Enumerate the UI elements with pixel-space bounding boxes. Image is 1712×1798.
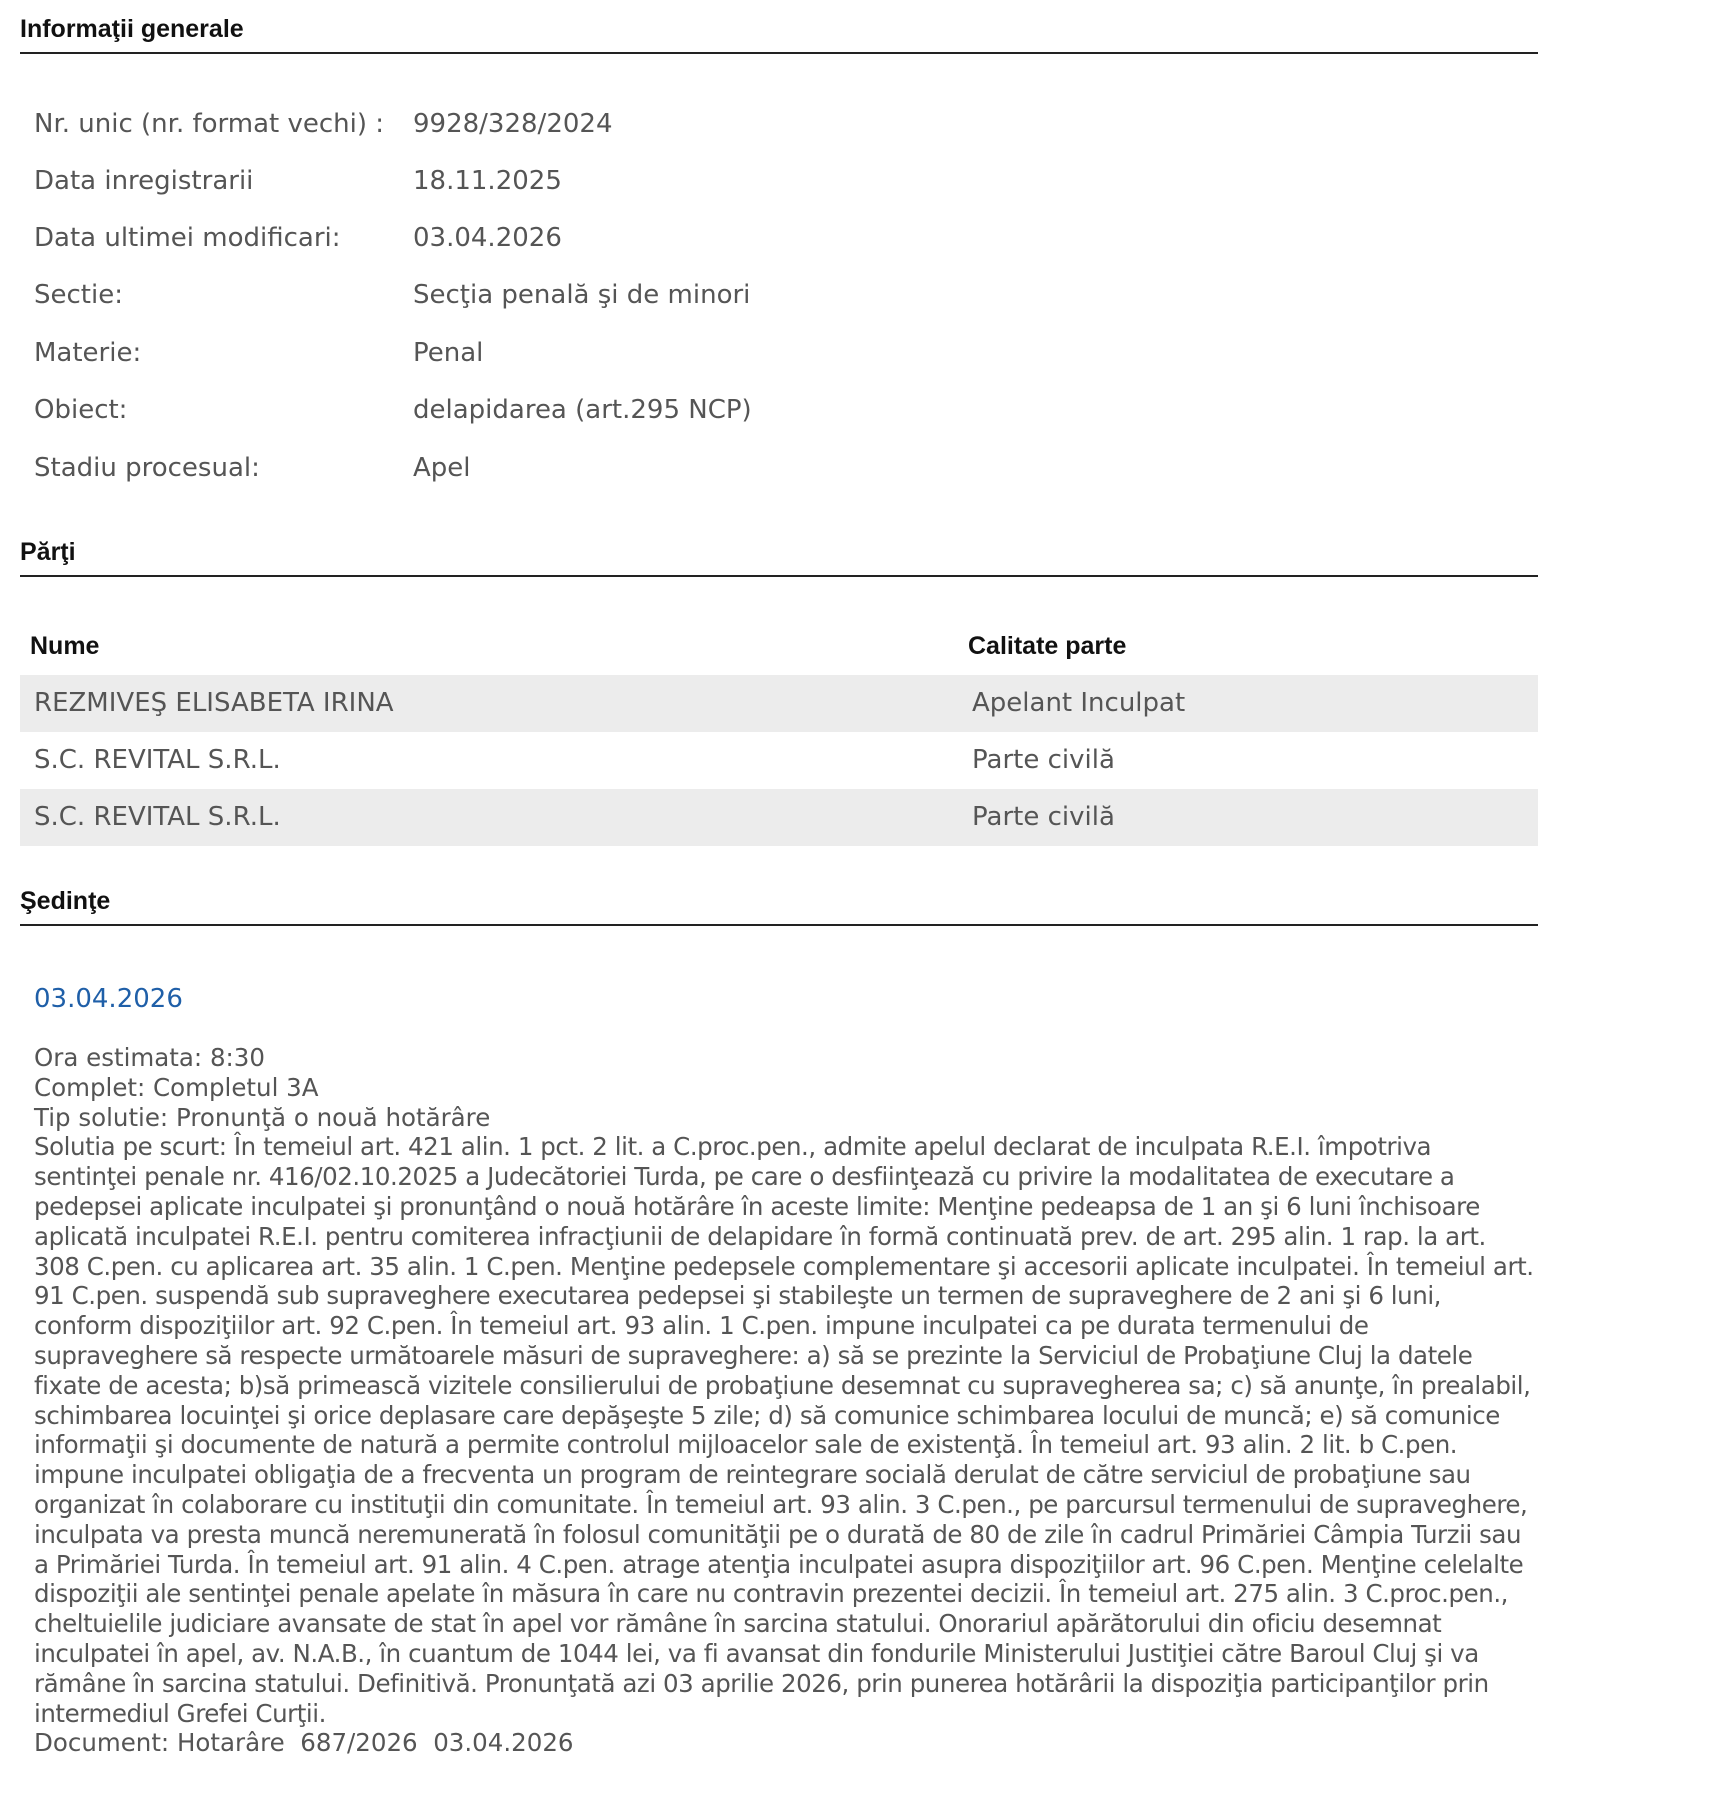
parties-heading: Părţi <box>20 537 1538 577</box>
session-panel: Complet: Completul 3A <box>34 1072 319 1102</box>
info-label: Data inregistrarii <box>34 166 254 196</box>
info-value: 9928/328/2024 <box>413 109 613 139</box>
info-label: Data ultimei modificari: <box>34 223 341 253</box>
info-value: delapidarea (art.295 NCP) <box>413 395 752 425</box>
session-date: 03.04.2026 <box>34 984 183 1014</box>
info-value: Secţia penală şi de minori <box>413 280 751 310</box>
info-value: 18.11.2025 <box>413 166 562 196</box>
sessions-heading: Şedinţe <box>20 886 1538 926</box>
session-estimated-time: Ora estimata: 8:30 <box>34 1043 265 1072</box>
party-role: Parte civilă <box>972 745 1115 775</box>
table-row <box>20 789 1538 846</box>
table-row <box>20 675 1538 732</box>
session-solution-summary: Solutia pe scurt: În temeiul art. 421 alin. 1 pct. 2 lit. a C.proc.pen., admite apelul declarat de inculpata R.E.I. împotriva sentinţei penale nr. 416/02.10.2025 a Judecătoriei Turda, pe care o desfiinţează cu privire la modalitatea de executare a pedepsei aplicate inculpatei şi pronunţând o nouă hotărâre în aceste limite: Menţine pedeapsa de 1 an şi 6 luni închisoare aplicată inculpatei R.E.I. pentru comiterea infracţiunii de delapidare în formă continuată prev. de art. 295 alin. 1 rap. la art. 308 C.pen. cu aplicarea art. 35 alin. 1 C.pen. Menţine pedepsele complementare şi accesorii aplicate inculpatei. În temeiul art. 91 C.pen. suspendă sub supraveghere executarea pedepsei şi stabileşte un termen de supraveghere de 2 ani şi 6 luni, conform dispoziţiilor art. 92 C.pen. În temeiul art. 93 alin. 1 C.pen. impune inculpatei ca pe durata termenului de supraveghere să respecte următoarele măsuri de supraveghere: a) să se prezinte la Serviciul de Probaţiune Cluj la datele fixate de acesta; b)să primească vizitele consilierului de probaţiune desemnat cu supravegherea sa; c) să anunţe, în prealabil, schimbarea locuinţei şi orice deplasare care depăşeşte 5 zile; d) să comunice schimbarea locului de muncă; e) să comunice informaţii şi documente de natură a permite controlul mijloacelor sale de existenţă. În temeiul art. 93 alin. 2 lit. b C.pen. impune inculpatei obligaţia de a frecventa un program de reintegrare socială derulat de către serviciul de probaţiune sau organizat în colaborare cu instituţii din comunitate. În temeiul art. 93 alin. 3 C.pen., pe parcursul termenului de supraveghere, inculpata va presta muncă neremunerată în folosul comunităţii pe o durată de 80 de zile în cadrul Primăriei Câmpia Turzii sau a Primăriei Turda. În temeiul art. 91 alin. 4 C.pen. atrage atenţia inculpatei asupra dispoziţiilor art. 96 C.pen. Menţine celelalte dispoziţii ale sentinţei penale apelate în măsura în care nu contravin prezentei decizii. În temeiul art. 275 alin. 3 C.proc.pen., cheltuielile judiciare avansate de stat în apel vor rămâne în sarcina statului. Onorariul apărătorului din oficiu desemnat inculpatei în apel, av. N.A.B., în cuantum de 1044 lei, va fi avansat din fondurile Ministerului Justiţiei către Baroul Cluj şi va rămâne în sarcina statului. Definitivă. Pronunţată azi 03 aprilie 2026, prin punerea hotărârii la dispoziţia participanţilor prin intermediul Grefei Curţii. <box>34 1132 1534 1728</box>
session-solution-type: Tip solutie: Pronunţă o nouă hotărâre <box>34 1102 491 1132</box>
info-label: Obiect: <box>34 395 128 425</box>
column-header-name: Nume <box>30 632 100 660</box>
party-role: Parte civilă <box>972 802 1115 832</box>
info-value: Penal <box>413 338 484 368</box>
party-name: S.C. REVITAL S.R.L. <box>34 802 281 832</box>
column-header-role: Calitate parte <box>968 632 1127 660</box>
info-value: 03.04.2026 <box>413 223 562 253</box>
party-name: S.C. REVITAL S.R.L. <box>34 745 281 775</box>
party-role: Apelant Inculpat <box>972 688 1186 718</box>
info-value: Apel <box>413 453 471 483</box>
info-label: Sectie: <box>34 280 123 310</box>
general-info-heading: Informaţii generale <box>20 14 1538 54</box>
session-document: Document: Hotarâre 687/2026 03.04.2026 <box>34 1728 574 1758</box>
table-row <box>20 732 1538 789</box>
info-label: Materie: <box>34 338 142 368</box>
info-label: Stadiu procesual: <box>34 453 260 483</box>
party-name: REZMIVEŞ ELISABETA IRINA <box>34 688 394 718</box>
session-details <box>34 1043 1534 1758</box>
info-label: Nr. unic (nr. format vechi) : <box>34 109 385 139</box>
